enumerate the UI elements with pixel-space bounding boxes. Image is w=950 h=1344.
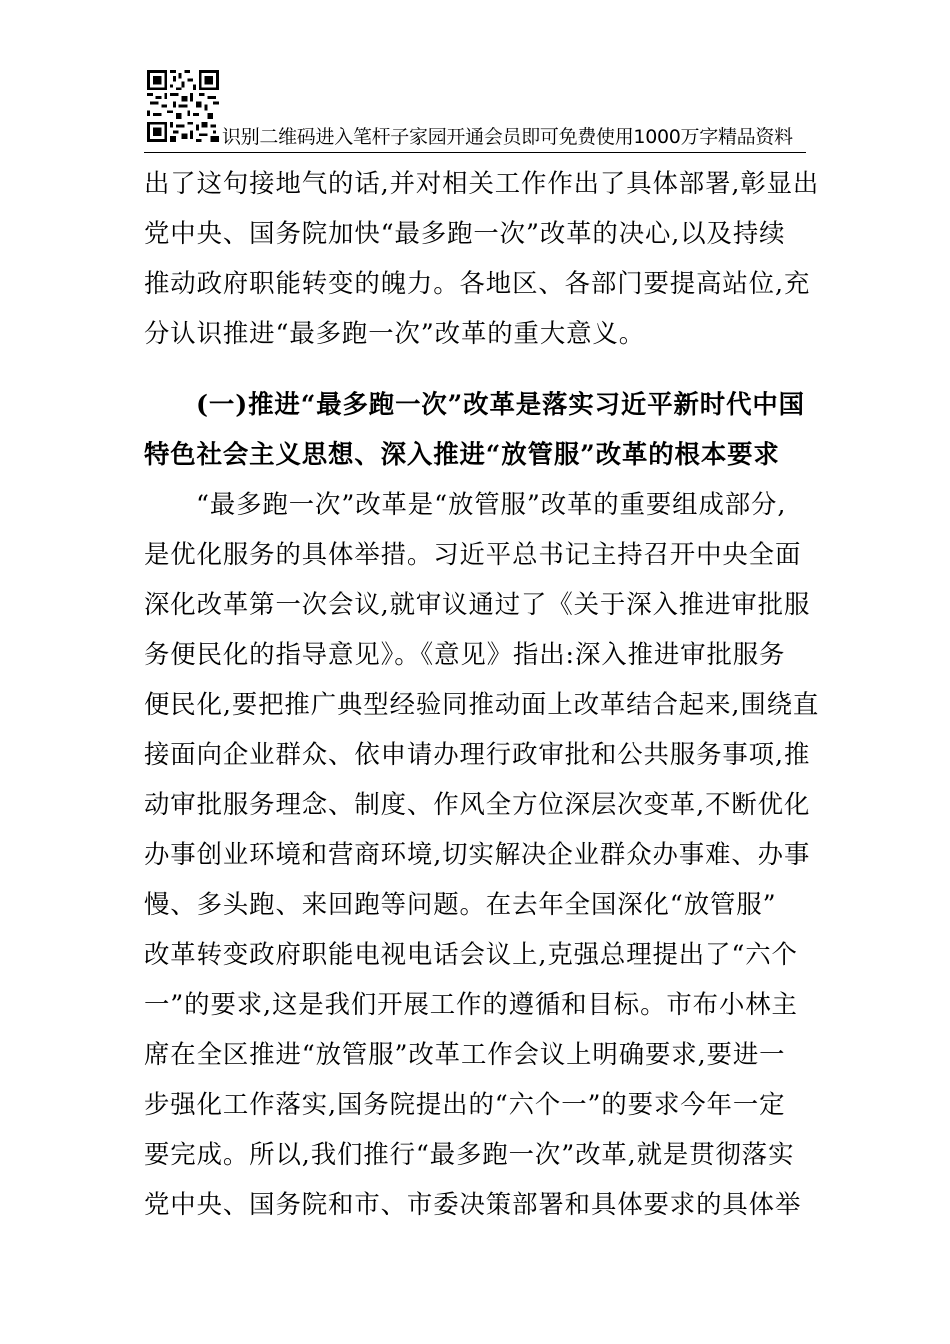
text-line: 分认识推进“最多跑一次”改革的重大意义。 <box>144 318 645 348</box>
text-line: 党中央、国务院加快“最多跑一次”改革的决心,以及持续 <box>144 218 786 248</box>
text-line: 一”的要求,这是我们开展工作的遵循和目标。市布小林主 <box>144 989 798 1019</box>
text-line: 步强化工作落实,国务院提出的“六个一”的要求今年一定 <box>144 1089 786 1119</box>
text-line: 深化改革第一次会议,就审议通过了《关于深入推进审批服 <box>144 589 811 619</box>
heading-line: 特色社会主义思想、深入推进“放管服”改革的根本要求 <box>144 439 780 469</box>
text-line: 慢、多头跑、来回跑等问题。在去年全国深化“放管服” <box>144 889 777 919</box>
paragraph <box>144 479 820 1229</box>
qr-code-icon[interactable] <box>147 70 219 142</box>
heading-line: (一)推进“最多跑一次”改革是落实习近平新时代中国 <box>196 389 805 419</box>
document-body <box>144 158 820 1229</box>
text-line: 动审批服务理念、制度、作风全方位深层次变革,不断优化 <box>144 789 811 819</box>
text-line: 席在全区推进“放管服”改革工作会议上明确要求,要进一 <box>144 1039 786 1069</box>
text-line: 推动政府职能转变的魄力。各地区、各部门要提高站位,充 <box>144 268 811 298</box>
text-line: 接面向企业群众、依申请办理行政审批和公共服务事项,推 <box>144 739 811 769</box>
text-line: “最多跑一次”改革是“放管服”改革的重要组成部分, <box>196 489 787 519</box>
text-line: 出了这句接地气的话,并对相关工作作出了具体部署,彰显出 <box>144 168 820 198</box>
text-line: 是优化服务的具体举措。习近平总书记主持召开中央全面 <box>144 539 802 569</box>
header-divider <box>144 152 806 153</box>
text-line: 党中央、国务院和市、市委决策部署和具体要求的具体举 <box>144 1189 802 1219</box>
text-line: 改革转变政府职能电视电话会议上,克强总理提出了“六个 <box>144 939 798 969</box>
text-line: 要完成。所以,我们推行“最多跑一次”改革,就是贯彻落实 <box>144 1139 795 1169</box>
section-heading <box>144 379 806 479</box>
header-promo-text: 识别二维码进入笔杆子家园开通会员即可免费使用1000万字精品资料 <box>222 126 793 148</box>
paragraph <box>144 158 820 358</box>
text-line: 办事创业环境和营商环境,切实解决企业群众办事难、办事 <box>144 839 811 869</box>
text-line: 务便民化的指导意见》。《意见》指出:深入推进审批服务 <box>144 639 786 669</box>
text-line: 便民化,要把推广典型经验同推动面上改革结合起来,围绕直 <box>144 689 820 719</box>
